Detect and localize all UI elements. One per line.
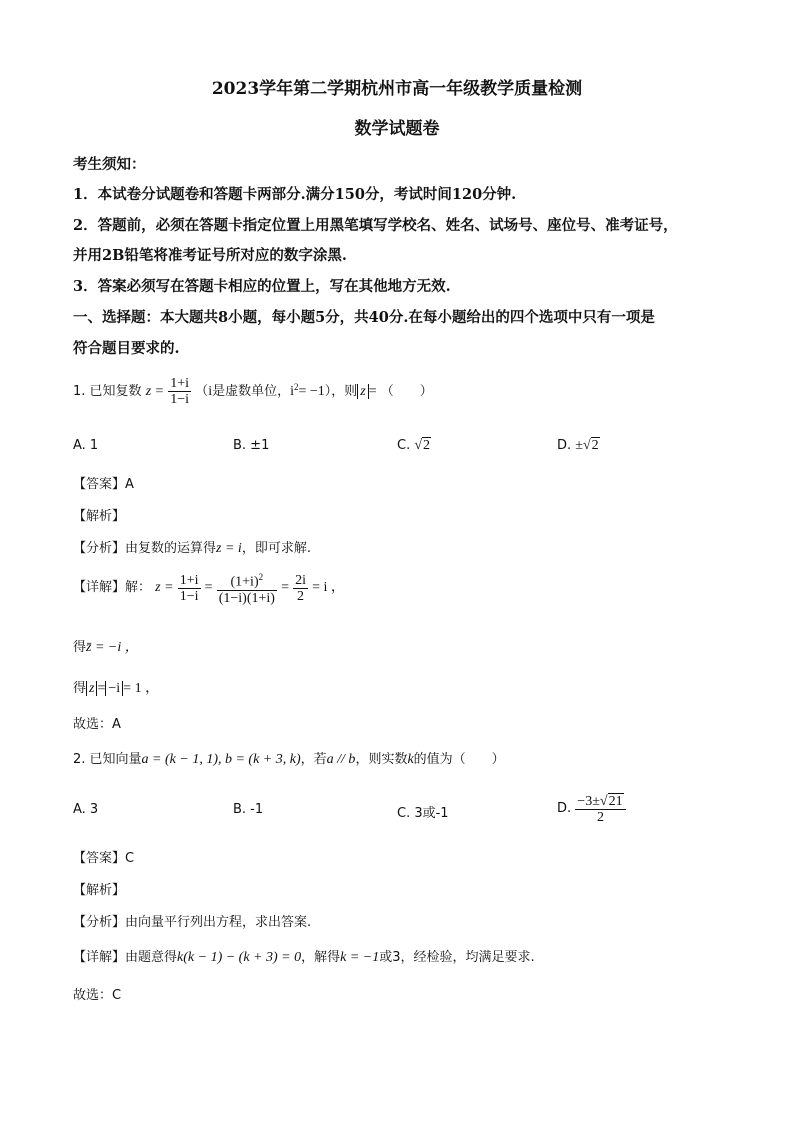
q2-option-a: A. 3 <box>73 802 99 817</box>
section-heading-cont: 符合题目要求的. <box>73 340 180 357</box>
q1-option-d: D. ±√2 <box>557 438 599 453</box>
notice-heading: 考生须知： <box>73 156 146 173</box>
notice-item-3: 3．答案必须写在答题卡相应的位置上，写在其他地方无效. <box>73 278 451 295</box>
q1-step-3: 得 z = −i = 1 ， <box>73 681 160 696</box>
q1-option-c: C. √2 <box>397 438 431 453</box>
section-heading: 一、选择题：本大题共8小题，每小题5分，共40分.在每小题给出的四个选项中只有一项是 <box>73 309 655 326</box>
exam-subtitle: 数学试题卷 <box>354 119 440 139</box>
notice-item-1: 1．本试卷分试题卷和答题卡两部分.满分150分，考试时间120分钟. <box>73 186 517 203</box>
question-2: 2. 已知向量a = (k − 1, 1), b = (k + 3, k)，若a // b，则实数k的值为（ ） <box>73 752 505 767</box>
question-1: 1. 已知复数 z = $\frac{1+i}{1-i}$ （i是虚数单位，$i^2= -1$），则 z = （ ） <box>73 376 433 408</box>
q2-conclusion: 故选：C <box>73 988 122 1003</box>
notice-item-2-cont: 并用2B铅笔将准考证号所对应的数字涂黑. <box>73 247 347 264</box>
q1-option-a: A. 1 <box>73 438 99 453</box>
q2-detail: 【详解】由题意得k(k − 1) − (k + 3) = 0，解得k = −1或3，经检验，均满足要求. <box>73 950 535 965</box>
q2-answer: 【答案】C <box>73 851 135 866</box>
q1-option-b: B. ±1 <box>233 438 270 453</box>
q1-fraction: $\frac{1+i}{1-i}$ <box>170 376 190 408</box>
q1-answer: 【答案】A <box>73 477 134 492</box>
q2-fenxi: 【分析】由向量平行列出方程，求出答案. <box>73 915 312 930</box>
q1-fenxi: 【分析】由复数的运算得z = i，即可求解. <box>73 541 311 556</box>
notice-item-2: 2．答题前，必须在答题卡指定位置上用黑笔填写学校名、姓名、试场号、座位号、准考证号， <box>73 217 678 234</box>
q1-step-2: 得z̄ = −i ， <box>73 640 139 655</box>
q1-analysis-label: 【解析】 <box>73 509 126 524</box>
q2-analysis-label: 【解析】 <box>73 883 126 898</box>
q2-option-c: C. 3或-1 <box>397 806 449 821</box>
q2-option-b: B. -1 <box>233 802 264 817</box>
exam-title: 2023学年第二学期杭州市高一年级教学质量检测 <box>211 79 583 99</box>
q1-detail: 【详解】解： z = $\frac{1+i}{1-i}$ = $\frac{(1+i)^2}{(1-i)(1+i)}$ = $\frac{2i}{2}$ = i ， <box>73 572 345 606</box>
q1-conclusion: 故选：A <box>73 717 121 732</box>
q2-option-d: D. $\frac{-3\pm√21}{2}$ <box>557 792 626 827</box>
